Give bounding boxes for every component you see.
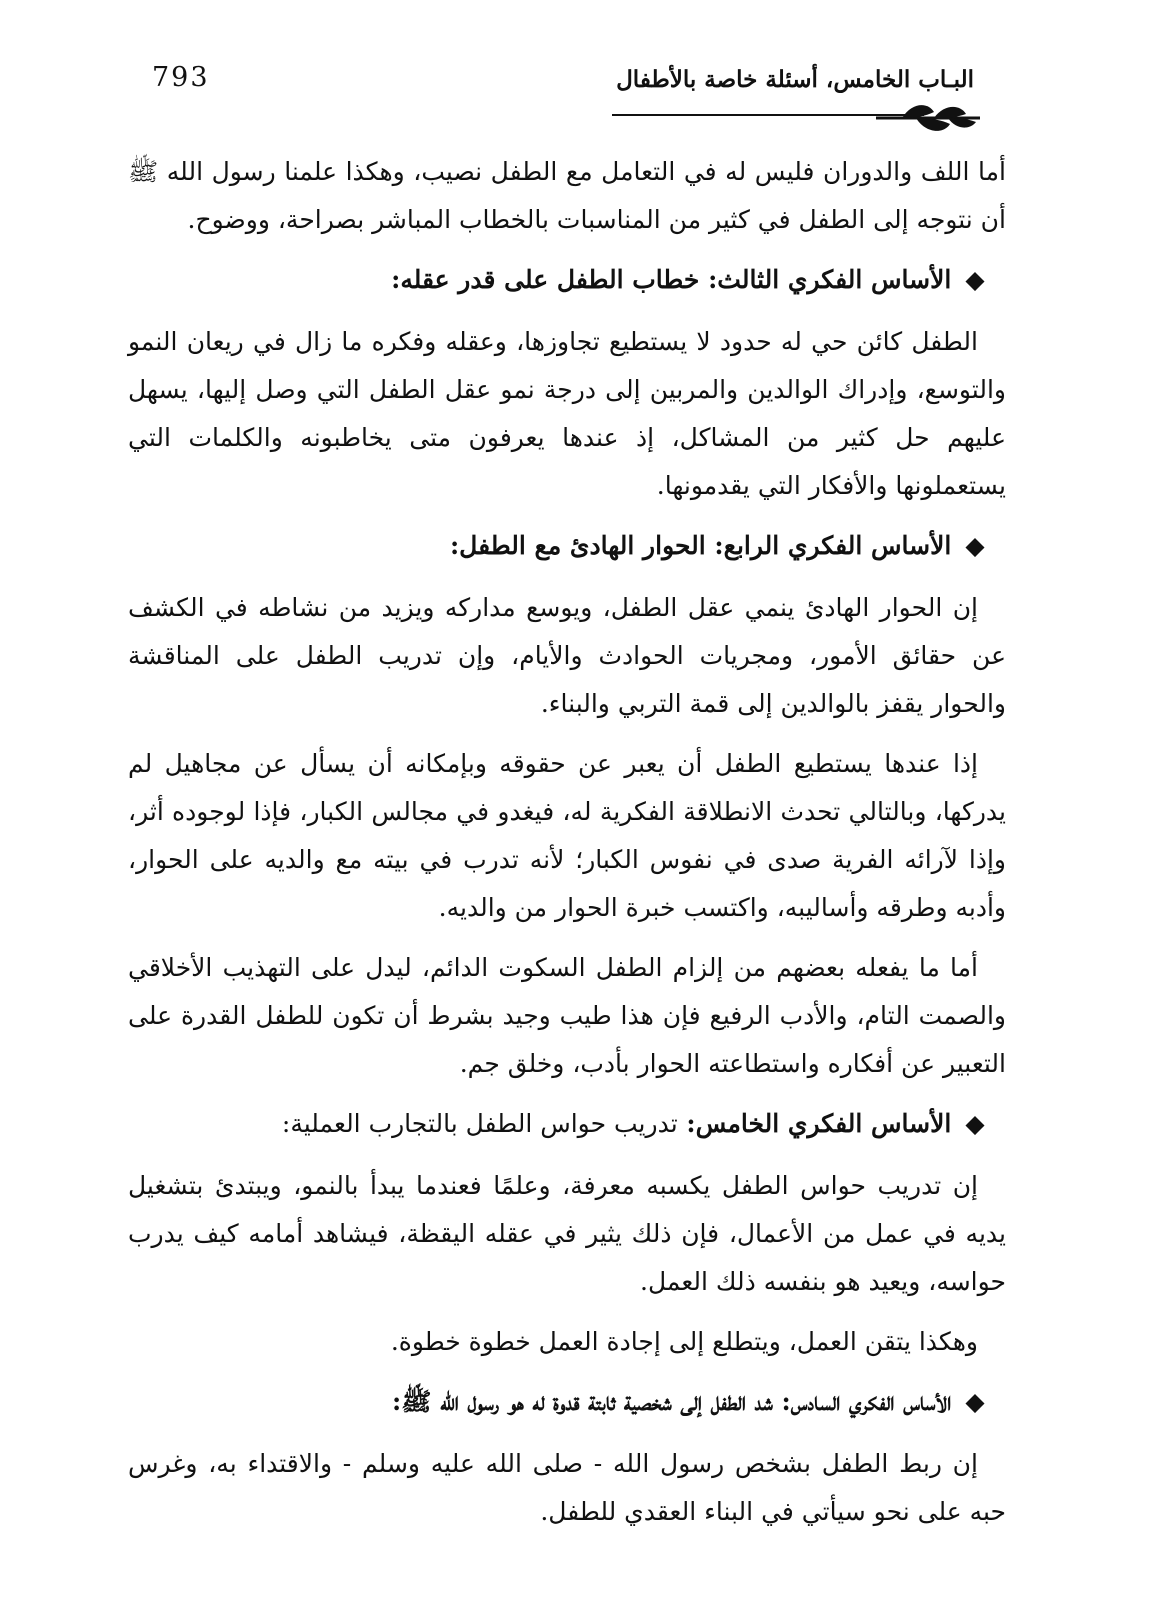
heading-lead: الأساس الفكري الرابع: [714, 531, 952, 560]
running-title: البـاب الخامس، أسئلة خاصة بالأطفال [616, 66, 974, 93]
paragraph-4: إذا عندها يستطيع الطفل أن يعبر عن حقوقه وبإمكانه أن يسأل عن مجاهيل لم يدركها، وبالتالي تحدث الانطلاقة الفكرية له، فيغدو في مجالس الكبار، فإذا لوجوده أثر، وإذا لآرائه الفرية صدى في نفوس الكبار؛ لأنه تدرب في بيته مع والديه على الحوار، وأدبه وطرقه وأساليبه، واكتسب خبرة الحوار من والديه. [128, 749, 1006, 922]
heading-lead: الأساس الفكري الثالث: [708, 265, 952, 294]
leaf-ornament-icon [872, 98, 982, 138]
paragraph-3: إن الحوار الهادئ ينمي عقل الطفل، ويوسع مداركه ويزيد من نشاطه في الكشف عن حقائق الأمور، ومجريات الحوادث والأيام، وإن تدريب الطفل على المناقشة والحوار يقفز بالوالدين إلى قمة التربي والبناء. [128, 593, 1006, 718]
section-heading-fifth [128, 1100, 1006, 1148]
paragraph-6: إن تدريب حواس الطفل يكسبه معرفة، وعلمًا فعندما يبدأ بالنمو، ويبتدئ بتشغيل يديه في عمل من الأعمال، فإن ذلك يثير في عقله اليقظة، فيشاهد أمامه كيف يدرب حواسه، ويعيد هو بنفسه ذلك العمل. [128, 1171, 1006, 1296]
heading-rest: تدريب حواس الطفل بالتجارب العملية: [281, 1109, 678, 1138]
paragraph-7: وهكذا يتقن العمل، ويتطلع إلى إجادة العمل خطوة خطوة. [390, 1327, 978, 1356]
section-heading-fourth [128, 522, 1006, 570]
bullet-icon: ◆ [965, 1387, 985, 1416]
section-heading-sixth [128, 1378, 1006, 1426]
paragraph-1: أما اللف والدوران فليس له في التعامل مع الطفل نصيب، وهكذا علمنا رسول الله ﷺ أن نتوجه إلى الطفل في كثير من المناسبات بالخطاب المباشر بصراحة، ووضوح. [128, 157, 1006, 234]
heading-rest: خطاب الطفل على قدر عقله: [391, 265, 700, 294]
heading-rest: الحوار الهادئ مع الطفل: [449, 531, 706, 560]
page-number: 793 [152, 62, 210, 93]
bullet-icon: ◆ [965, 265, 985, 294]
heading-rest: شد الطفل إلى شخصية ثابتة قدوة له هو رسول الله ﷺ: [391, 1387, 773, 1416]
page-body [128, 148, 1006, 1548]
paragraph-5: أما ما يفعله بعضهم من إلزام الطفل السكوت الدائم، ليدل على التهذيب الأخلاقي والصمت التام، والأدب الرفيع فإن هذا طيب وجيد بشرط أن تكون للطفل القدرة على التعبير عن أفكاره واستطاعته الحوار بأدب، وخلق جم. [128, 953, 1006, 1078]
heading-lead: الأساس الفكري السادس: [781, 1387, 952, 1416]
paragraph-8: إن ربط الطفل بشخص رسول الله - صلى الله عليه وسلم - والاقتداء به، وغرس حبه على نحو سيأتي في البناء العقدي للطفل. [128, 1449, 1006, 1526]
paragraph-2: الطفل كائن حي له حدود لا يستطيع تجاوزها، وعقله وفكره ما زال في ريعان النمو والتوسع، وإدراك الوالدين والمربين إلى درجة نمو عقل الطفل التي وصل إليها، يسهل عليهم حل كثير من المشاكل، إذ عندها يعرفون متى يخاطبونه والكلمات التي يستعملونها والأفكار التي يقدمونها. [128, 327, 1006, 500]
bullet-icon: ◆ [965, 1109, 985, 1138]
bullet-icon: ◆ [965, 531, 985, 560]
heading-lead: الأساس الفكري الخامس: [686, 1109, 952, 1138]
section-heading-third [128, 256, 1006, 304]
